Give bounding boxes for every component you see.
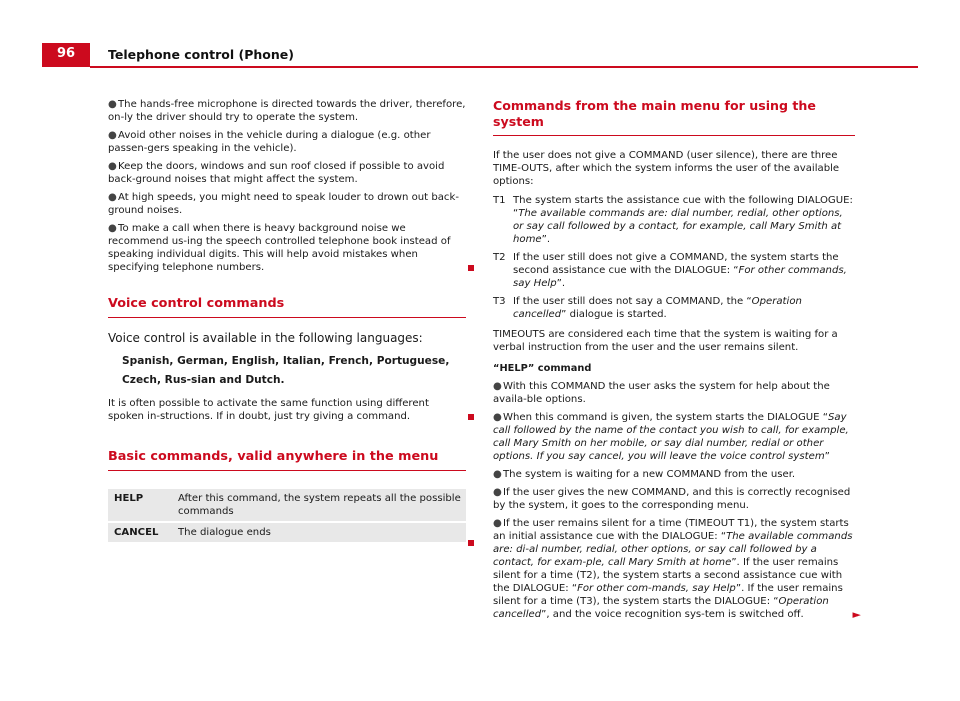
list-item: ●If the user remains silent for a time (TIMEOUT T1), the system starts an initial assistance cue with the DIALOGUE: “The available commands are: di-al number, redial, other options, or say call followed by a contact, for exam-ple, call Mary Smith at home”. If the user remains silent for a time (T2), the system starts a second assistance cue with the DIALOGUE: “For other com-mands, say Help”. If the user remains silent for a time (T3), the system starts the DIALOGUE: “Operation cancelled”, and the voice recognition sys-tem is switched off. ► (493, 518, 861, 621)
page-title: Telephone control (Phone) (108, 47, 294, 62)
list-item: ●If the user gives the new COMMAND, and this is correctly recognised by the system, it goes to the corresponding menu. (493, 487, 851, 511)
list-item: ●Avoid other noises in the vehicle during a dialogue (e.g. other passen-gers speaking in the vehicle). (108, 130, 431, 154)
main-menu-heading: Commands from the main menu for using the system (493, 98, 816, 129)
list-item: ●To make a call when there is heavy background noise we recommend us-ing the speech controlled telephone book instead of speaking individual digits. This will help avoid mistakes when specifying telephone numbers. (108, 222, 466, 274)
command-desc: The dialogue ends (174, 523, 466, 542)
voice-control-heading: Voice control commands (108, 296, 285, 311)
list-item: ●The hands-free microphone is directed towards the driver, therefore, on-ly the driver should try to operate the system. (108, 99, 466, 123)
voice-note: It is often possible to activate the same function using different spoken in-structions. If in doubt, just try giving a command. (108, 397, 466, 423)
header-rule (90, 66, 918, 68)
bullet-icon: ● (493, 381, 502, 392)
bullet-icon: ● (108, 130, 117, 141)
bullet-icon: ● (108, 192, 117, 203)
basic-commands-heading: Basic commands, valid anywhere in the menu (108, 449, 439, 464)
timeouts-note: TIMEOUTS are considered each time that the system is waiting for a verbal instruction from the user and the user remains silent. (493, 329, 838, 353)
commands-table (108, 489, 466, 542)
left-column (108, 98, 466, 542)
timeout-tag: T2 (493, 252, 506, 263)
continue-arrow-icon: ► (852, 608, 861, 621)
timeout-tag: T3 (493, 296, 506, 307)
list-item: ●At high speeds, you might need to speak louder to drown out back-ground noises. (108, 192, 459, 216)
list-item: ●Keep the doors, windows and sun roof closed if possible to avoid back-ground noises that might affect the system. (108, 161, 445, 185)
table-row (108, 523, 466, 542)
timeout-item: T3 If the user still does not say a COMMAND, the “Operation cancelled” dialogue is started. (493, 296, 802, 320)
help-command-heading: “HELP” command (493, 363, 592, 374)
list-item: ●When this command is given, the system starts the DIALOGUE “Say call followed by the name of the contact you wish to call, for example, call Mary Smith on her mobile, or say dial number, redial or other options. If you say cancel, you will leave the voice control system” (493, 412, 849, 462)
list-item: ●With this COMMAND the user asks the system for help about the availa-ble options. (493, 381, 830, 405)
section-end-icon (468, 540, 474, 546)
voice-lead: Voice control is available in the following languages: (108, 331, 423, 345)
timeout-tag: T1 (493, 195, 506, 206)
command-key: CANCEL (108, 523, 174, 542)
table-row (108, 489, 466, 521)
bullet-icon: ● (493, 487, 502, 498)
timeout-item: T2 If the user still does not give a COMMAND, the system starts the second assistance cue with the DIALOGUE: “For other commands, say Help”. (493, 252, 847, 289)
page-number: 96 (56, 46, 76, 61)
section-end-icon (468, 414, 474, 420)
timeouts-intro: If the user does not give a COMMAND (user silence), there are three TIME-OUTS, after which the system informs the user of the available options: (493, 150, 840, 187)
command-key: HELP (108, 489, 174, 521)
section-end-icon (468, 265, 474, 271)
bullet-icon: ● (493, 412, 502, 423)
bullet-icon: ● (108, 223, 117, 234)
timeout-item: T1 The system starts the assistance cue with the following DIALOGUE: “The available commands are: dial number, redial, other options, or say call followed by a contact, for example, call Mary Smith at home”. (493, 195, 853, 245)
right-column (493, 98, 861, 626)
bullet-icon: ● (108, 161, 117, 172)
bullet-icon: ● (108, 99, 117, 110)
bullet-icon: ● (493, 518, 502, 529)
list-item: ●The system is waiting for a new COMMAND from the user. (493, 469, 796, 480)
voice-languages: Spanish, German, English, Italian, French, Portuguese, Czech, Rus-sian and Dutch. (122, 355, 450, 386)
bullet-icon: ● (493, 469, 502, 480)
command-desc: After this command, the system repeats all the possible commands (174, 489, 466, 521)
